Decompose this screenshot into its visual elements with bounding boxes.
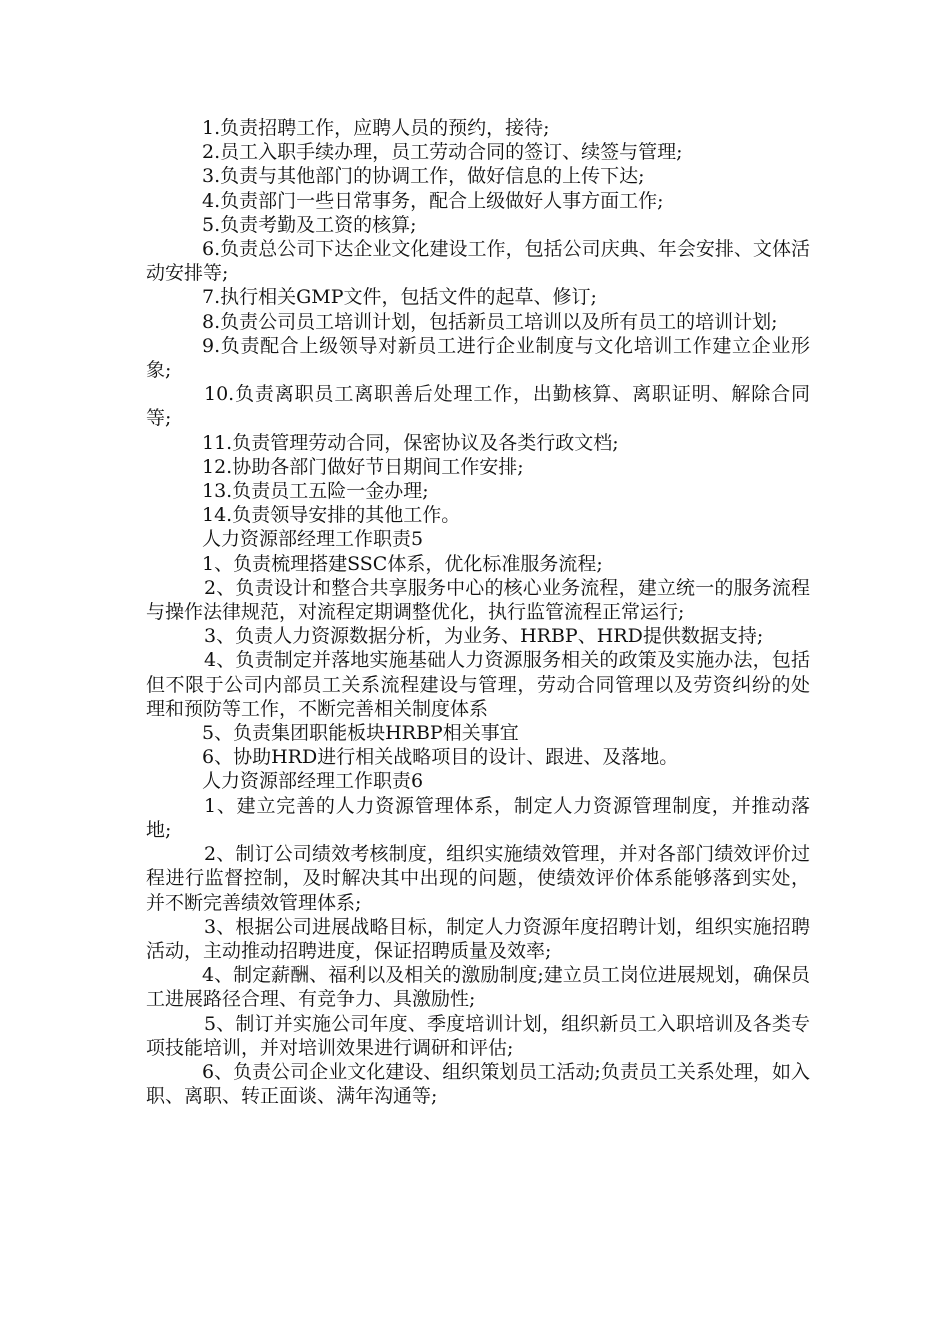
paragraph: 2、制订公司绩效考核制度，组织实施绩效管理，并对各部门绩效评价过程进行监督控制，及时解决其中出现的问题，使绩效评价体系能够落到实处，并不断完善绩效管理体系; [146,843,810,914]
paragraph: 12.协助各部门做好节日期间工作安排; [202,455,524,478]
document-body [146,116,810,1108]
paragraph: 1、建立完善的人力资源管理体系，制定人力资源管理制度，并推动落地; [146,794,810,841]
paragraph: 6.负责总公司下达企业文化建设工作，包括公司庆典、年会安排、文体活动安排等; [146,238,810,285]
paragraph: 3、根据公司进展战略目标，制定人力资源年度招聘计划，组织实施招聘活动，主动推动招聘进度，保证招聘质量及效率; [146,915,810,962]
paragraph: 1、负责梳理搭建SSC体系，优化标准服务流程; [202,552,603,575]
paragraph: 9.负责配合上级领导对新员工进行企业制度与文化培训工作建立企业形象; [146,334,810,382]
paragraph: 8.负责公司员工培训计划，包括新员工培训以及所有员工的培训计划; [202,310,778,333]
paragraph: 6、协助HRD进行相关战略项目的设计、跟进、及落地。 [202,746,679,769]
paragraph: 4、负责制定并落地实施基础人力资源服务相关的政策及实施办法，包括但不限于公司内部员工关系流程建设与管理，劳动合同管理以及劳资纠纷的处理和预防等工作，不断完善相关制度体系 [146,649,810,720]
paragraph: 14.负责领导安排的其他工作。 [202,504,461,527]
paragraph: 3、负责人力资源数据分析，为业务、HRBP、HRD提供数据支持; [204,625,764,648]
paragraph: 13.负责员工五险一金办理; [202,480,429,503]
paragraph: 1.负责招聘工作，应聘人员的预约，接待; [202,117,550,139]
paragraph: 4、制定薪酬、福利以及相关的激励制度;建立员工岗位进展规划，确保员工进展路径合理、有竞争力、具激励性; [146,964,810,1011]
paragraph: 2.员工入职手续办理，员工劳动合同的签订、续签与管理; [202,141,683,164]
paragraph: 5、负责集团职能板块HRBP相关事宜 [202,722,519,745]
paragraph: 7.执行相关GMP文件，包括文件的起草、修订; [202,286,597,309]
paragraph: 4.负责部门一些日常事务，配合上级做好人事方面工作; [202,189,664,212]
section-heading: 人力资源部经理工作职责6 [202,770,424,793]
section-heading: 人力资源部经理工作职责5 [202,528,424,551]
paragraph: 10.负责离职员工离职善后处理工作，出勤核算、离职证明、解除合同等; [146,383,810,430]
paragraph: 3.负责与其他部门的协调工作，做好信息的上传下达; [202,165,645,188]
paragraph: 11.负责管理劳动合同，保密协议及各类行政文档; [202,431,619,454]
paragraph: 5、制订并实施公司年度、季度培训计划，组织新员工入职培训及各类专项技能培训，并对培训效果进行调研和评估; [146,1012,810,1059]
paragraph: 6、负责公司企业文化建设、组织策划员工活动;负责员工关系处理，如入职、离职、转正面谈、满年沟通等; [146,1060,810,1108]
paragraph: 2、负责设计和整合共享服务中心的核心业务流程，建立统一的服务流程与操作法律规范，对流程定期调整优化，执行监管流程正常运行; [146,576,810,624]
paragraph: 5.负责考勤及工资的核算; [202,213,417,236]
